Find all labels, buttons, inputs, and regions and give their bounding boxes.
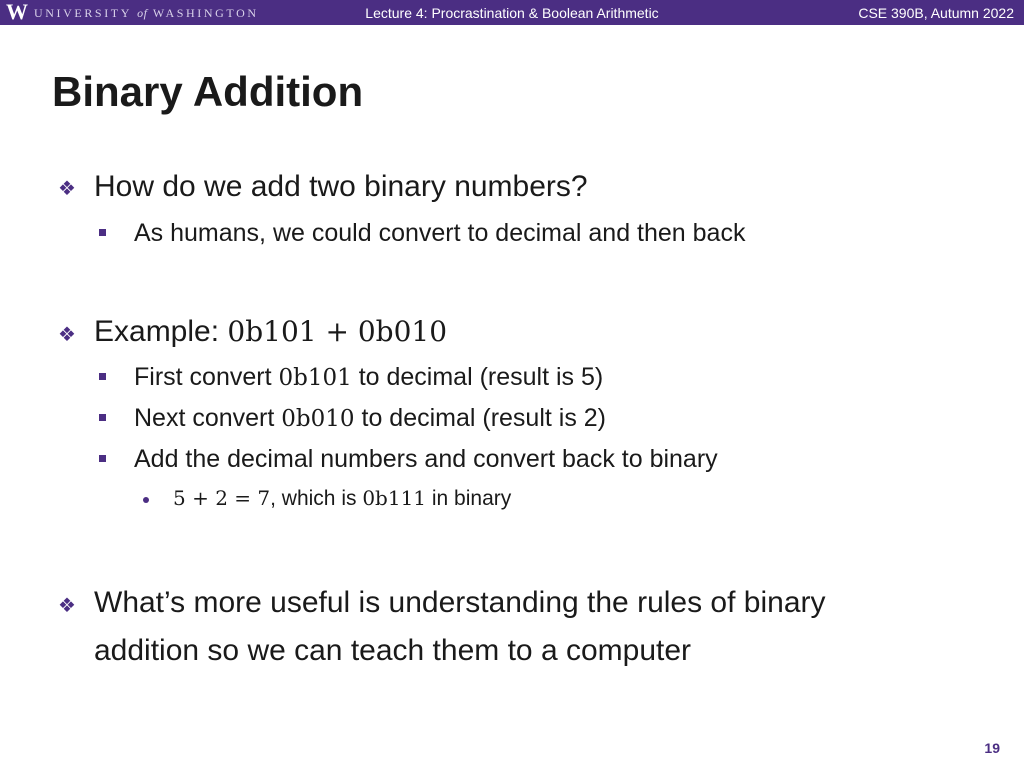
bullet-rules-line-1: What’s more useful is understanding the rules of binary xyxy=(94,586,826,619)
square-bullet-icon xyxy=(99,229,106,236)
square-bullet-icon xyxy=(99,455,106,462)
diamond-bullet-icon: ❖ xyxy=(58,595,76,617)
bullet-result: 5 + 2 = 7, which is 0b111 in binary xyxy=(173,486,512,510)
dot-bullet-icon xyxy=(143,497,149,503)
diamond-bullet-icon: ❖ xyxy=(58,178,76,200)
bullet-rules-line-2: addition so we can teach them to a computer xyxy=(94,634,692,667)
bullet-step-3: Add the decimal numbers and convert back to binary xyxy=(134,445,718,473)
bullet-question: How do we add two binary numbers? xyxy=(94,170,588,203)
bullet-example: Example: 0b101 + 0b010 xyxy=(94,315,448,348)
square-bullet-icon xyxy=(99,373,106,380)
course-label: CSE 390B, Autumn 2022 xyxy=(858,5,1014,21)
university-name: UNIVERSITY of WASHINGTON xyxy=(34,6,259,20)
header-bar xyxy=(0,0,1024,25)
example-math: 0b101 + 0b010 xyxy=(227,315,448,348)
lecture-title: Lecture 4: Procrastination & Boolean Arithmetic xyxy=(365,5,659,21)
uw-logo-icon: W xyxy=(6,0,28,24)
bullet-step-1: First convert 0b101 to decimal (result is 5) xyxy=(134,363,604,391)
slide-title: Binary Addition xyxy=(52,68,364,115)
bullet-question-sub: As humans, we could convert to decimal and then back xyxy=(134,219,746,247)
square-bullet-icon xyxy=(99,414,106,421)
diamond-bullet-icon: ❖ xyxy=(58,324,76,346)
page-number: 19 xyxy=(984,740,1000,756)
bullet-step-2: Next convert 0b010 to decimal (result is 2) xyxy=(134,404,607,432)
